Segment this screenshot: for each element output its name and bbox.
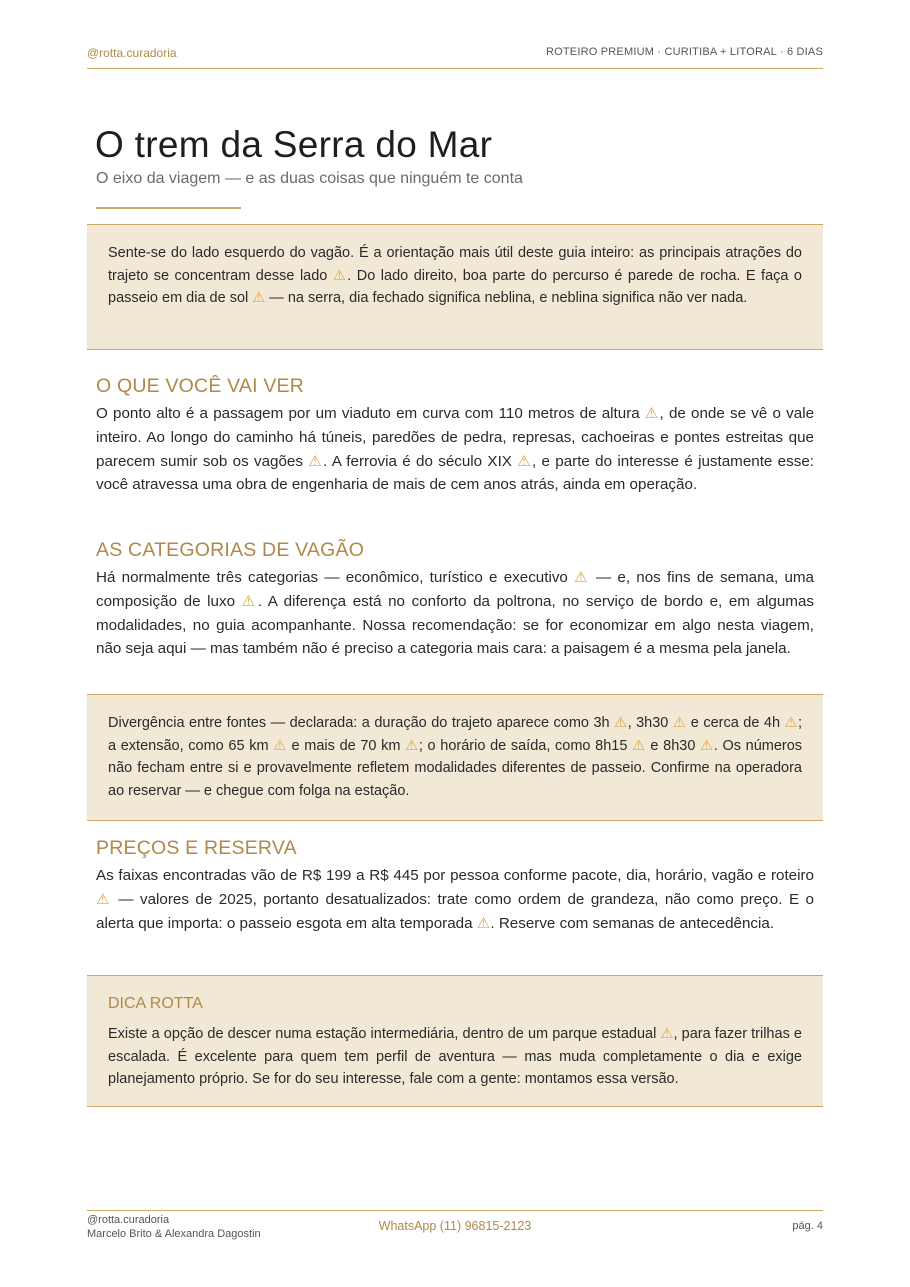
warning-icon: ⚠ <box>252 290 266 306</box>
warning-icon: ⚠ <box>273 737 287 754</box>
warning-icon: ⚠ <box>96 890 112 908</box>
warning-icon: ⚠ <box>660 1026 674 1042</box>
warning-icon: ⚠ <box>672 715 687 731</box>
page-subtitle: O eixo da viagem — e as duas coisas que ninguém te conta <box>96 170 523 187</box>
warning-icon: ⚠ <box>517 452 532 470</box>
page-title: O trem da Serra do Mar <box>95 124 493 165</box>
section-text-car-categories: Há normalmente três categorias — econômico, turístico e executivo ⚠ — e, nos fins de semana, uma composição de luxo ⚠. A diferença está no conforto da poltrona, no serviço de bordo e, em algumas modalidades, no guia acompanhante. Nossa recomendação: se for economizar em algo nesta viagem, não seja aqui — mas também não é preciso a categoria mais cara: a paisagem é a mesma pela janela. <box>96 569 815 658</box>
warning-icon: ⚠ <box>614 715 628 731</box>
footer-authors: Marcelo Brito & Alexandra Dagostin <box>87 1228 261 1240</box>
warning-icon: ⚠ <box>700 737 714 754</box>
seat-tip-callout <box>87 224 823 350</box>
page-header <box>87 0 823 69</box>
title-underline <box>96 207 241 209</box>
warning-icon: ⚠ <box>241 592 258 610</box>
section-heading-car-categories: AS CATEGORIAS DE VAGÃO <box>96 539 365 561</box>
rotta-tip-callout <box>87 975 823 1107</box>
section-text-what-you-see: O ponto alto é a passagem por um viaduto em curva com 110 metros de altura ⚠, de onde se vê o vale inteiro. Ao longo do caminho há túneis, paredões de pedra, represas, cachoeiras e pontes estreitas que parecem sumir sob os vagões ⚠. A ferrovia é do século XIX ⚠, e parte do interesse é justamente esse: você atravessa uma obra de engenharia de mais de cem anos atrás, ainda em operação. <box>96 405 815 494</box>
section-heading-what-you-see: O QUE VOCÊ VAI VER <box>96 375 305 397</box>
warning-icon: ⚠ <box>574 569 590 586</box>
warning-icon: ⚠ <box>632 737 646 754</box>
footer-page-number: pág. 4 <box>792 1220 823 1232</box>
divergence-callout <box>87 694 823 821</box>
divergence-text: Divergência entre fontes — declarada: a duração do trajeto aparece como 3h ⚠, 3h30 ⚠ e cerca de 4h ⚠; a extensão, como 65 km ⚠ e mais de 70 km ⚠; o horário de saída, como 8h15 ⚠ e 8h30 ⚠. Os números não fecham entre si e provavelmente refletem modalidades diferentes de passeio. Confirme na operadora ao reservar — e chegue com folga na estação. <box>108 715 803 799</box>
warning-icon: ⚠ <box>308 452 323 470</box>
footer-handle: @rotta.curadoria <box>87 1214 170 1226</box>
warning-icon: ⚠ <box>644 405 660 422</box>
section-text-prices: As faixas encontradas vão de R$ 199 a R$ 445 por pessoa conforme pacote, dia, horário, vagão e roteiro ⚠ — valores de 2025, portanto desatualizados: trate como ordem de grandeza, não como preço. E o alerta que importa: o passeio esgota em alta temporada ⚠. Reserve com semanas de antecedência. <box>96 867 814 932</box>
document-label: ROTEIRO PREMIUM · CURITIBA + LITORAL · 6 DIAS <box>545 46 823 58</box>
tip-heading: DICA ROTTA <box>108 995 203 1012</box>
seat-tip-text: Sente-se do lado esquerdo do vagão. É a orientação mais útil deste guia inteiro: as principais atrações do trajeto se concentram desse lado ⚠. Do lado direito, boa parte do percurso é parede de rocha. E faça o passeio em dia de sol ⚠ — na serra, dia fechado significa neblina, e neblina significa não ver nada. <box>108 245 802 306</box>
warning-icon: ⚠ <box>405 737 419 754</box>
warning-icon: ⚠ <box>332 267 348 284</box>
warning-icon: ⚠ <box>784 715 798 731</box>
footer-whatsapp-contact: WhatsApp (11) 96815-2123 <box>378 1219 532 1233</box>
header-handle: @rotta.curadoria <box>87 46 177 60</box>
section-heading-prices: PREÇOS E RESERVA <box>96 837 297 859</box>
page-footer <box>87 1210 823 1251</box>
warning-icon: ⚠ <box>476 914 491 932</box>
tip-text: Existe a opção de descer numa estação intermediária, dentro de um parque estadual ⚠, para fazer trilhas e escalada. É excelente para quem tem perfil de aventura — mas muda completamente o dia e exige planejamento próprio. Se for do seu interesse, fale com a gente: montamos essa versão. <box>108 1026 802 1087</box>
